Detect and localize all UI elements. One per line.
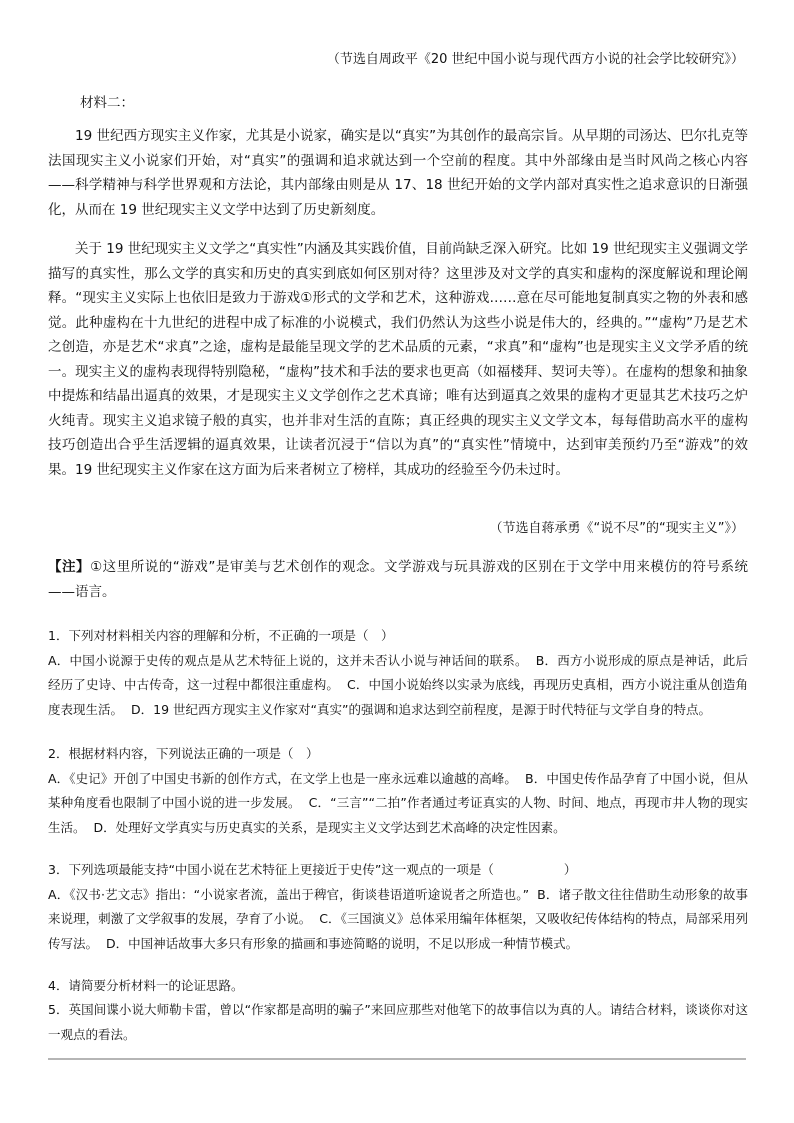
question-3-stem-text: 3．下列选项最能支持“中国小说在艺术特征上更接近于史传”这一观点的一项是（ [48,862,494,877]
source-citation-1: （节选自周政平《20 世纪中国小说与现代西方小说的社会学比较研究》） [326,52,744,67]
question-2 [48,742,748,840]
question-1-options [48,649,748,723]
question-3-option-a: A．《汉书·艺文志》指出：“小说家者流，盖出于稗官，街谈巷语道听途说者之所造也。” [48,886,530,902]
question-1-option-b: B．西方小说形成的原点是神话，此后经历了史诗、中古传奇，这一过程中都很注重虚构。 [48,652,748,692]
question-2-option-d: D．处理好文学真实与历史真实的关系，是现实主义文学达到艺术高峰的决定性因素。 [93,819,566,835]
question-3 [48,858,748,956]
question-1-option-c: C．中国小说始终以实录为底线，再现历史真相，西方小说注重从创造角度表现生活。 [48,677,748,717]
footnote [48,555,748,604]
question-4 [48,974,748,999]
question-5 [48,998,748,1047]
question-3-option-b: B．诸子散文往往借助生动形象的故事来说理，刺激了文学叙事的发展，孕育了小说。 [48,886,749,926]
question-5-stem: 5．英国间谍小说大师勒卡雷，曾以“作家都是高明的骗子”来回应那些对他笔下的故事信以为真的人。请结合材料，谈谈你对这一观点的看法。 [48,1002,748,1042]
question-2-option-a: A．《史记》开创了中国史书新的创作方式，在文学上也是一座永远难以逾越的高峰。 [48,770,518,786]
question-2-option-b: B．中国史传作品孕育了中国小说，但从某种角度看也限制了中国小说的进一步发展。 [48,770,748,810]
question-3-stem [48,858,748,883]
material-2-label: 材料二： [80,95,134,111]
footnote-text: ①这里所说的“游戏”是审美与艺术创作的观念。文学游戏与玩具游戏的区别在于文学中用来模仿的符号系统——语言。 [48,559,749,600]
question-3-option-c: C．《三国演义》总体采用编年体框架，又吸收纪传体结构的特点，局部采用列传写法。 [48,911,748,951]
footnote-tag: 【注】 [48,559,91,575]
question-2-stem: 2．根据材料内容，下列说法正确的一项是（ ） [48,746,319,761]
material-2-paragraph-1: 19 世纪西方现实主义作家，尤其是小说家，确实是以“真实”为其创作的最高宗旨。从早期的司汤达、巴尔扎克等法国现实主义小说家们开始，对“真实”的强调和追求就达到一个空前的程度。其中外部缘由是当时风尚之核心内容——科学精神与科学世界观和方法论，其内部缘由则是从 17、18 世纪开始的文学内部对真实性之追求意识的日渐强化，从而在 19 世纪现实主义文学中达到了历史新刻度。 [48,128,748,218]
question-3-stem-close: ） [563,862,577,877]
question-1-option-a: A．中国小说源于史传的观点是从艺术特征上说的，这并未否认小说与神话间的联系。 [48,652,528,668]
question-4-stem: 4．请简要分析材料一的论证思路。 [48,978,244,993]
question-3-options [48,883,748,957]
bottom-divider [48,1058,746,1060]
question-2-option-c: C．“三言”“二拍”作者通过考证真实的人物、时间、地点，再现市井人物的现实生活。 [48,795,748,835]
question-1-option-d: D．19 世纪西方现实主义作家对“真实”的强调和追求达到空前程度，是源于时代特征与文学自身的特点。 [131,701,711,717]
source-citation-2: （节选自蒋承勇《“说不尽”的“现实主义”》） [489,521,744,536]
question-3-option-d: D．中国神话故事大多只有形象的描画和事迹简略的说明，不足以形成一种情节模式。 [106,935,579,951]
question-1 [48,624,748,722]
material-2-paragraph-2: 关于 19 世纪现实主义文学之“真实性”内涵及其实践价值，目前尚缺乏深入研究。比如 19 世纪现实主义强调文学描写的真实性，那么文学的真实和历史的真实到底如何区别对待？这里涉及对文学的真实和虚构的深度解说和理论阐释。“现实主义实际上也依旧是致力于游戏①形式的文学和艺术，这种游戏……意在尽可能地复制真实之物的外表和感觉。此种虚构在十九世纪的进程中成了标准的小说模式，我们仍然认为这些小说是伟大的，经典的。”“虚构”乃是艺术之创造，亦是艺术“求真”之途，虚构是最能呈现文学的艺术品质的元素，“求真”和“虚构”也是现实主义文学矛盾的统一。现实主义的虚构表现得特别隐秘，“虚构”技术和手法的要求也更高（如福楼拜、契诃夫等）。在虚构的想象和抽象中提炼和结晶出逼真的效果，才是现实主义文学创作之艺术真谛；唯有达到逼真之效果的虚构才更显其艺术技巧之炉火纯青。现实主义追求镜子般的真实，也并非对生活的直陈；真正经典的现实主义文学文本，每每借助高水平的虚构技巧创造出合乎生活逻辑的逼真效果，让读者沉浸于“信以为真”的“真实性”情境中，达到审美预约乃至“游戏”的效果。19 世纪现实主义作家在这方面为后来者树立了榜样，其成功的经验至今仍未过时。 [48,241,749,478]
question-2-options [48,767,748,841]
question-1-stem: 1．下列对材料相关内容的理解和分析，不正确的一项是（ ） [48,628,394,643]
